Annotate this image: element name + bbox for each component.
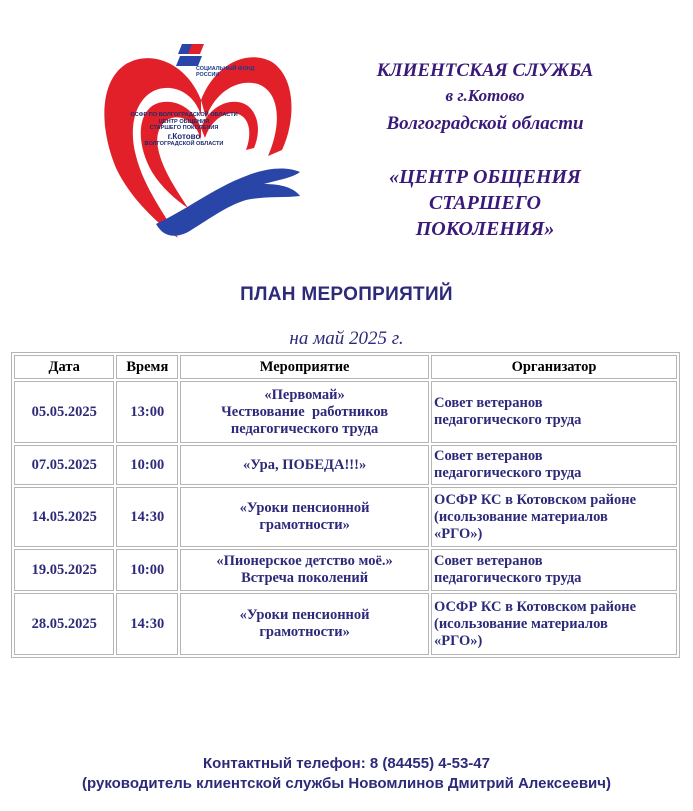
event-line: грамотности» xyxy=(259,624,350,640)
contact-phone: Контактный телефон: 8 (84455) 4-53-47 xyxy=(203,755,490,772)
event-line: «Первомай» xyxy=(264,386,345,403)
contact-info xyxy=(0,754,693,794)
organizer-line: «РГО») xyxy=(433,632,483,649)
event-organizer xyxy=(431,445,677,485)
organizer-line: Совет ветеранов xyxy=(433,553,543,569)
organizer-line: педагогического труда xyxy=(433,412,582,428)
organizer-line: (исользование материалов xyxy=(433,615,608,632)
contact-manager: (руководитель клиентской службы Новомлинов Дмитрий Алексеевич) xyxy=(82,775,611,792)
event-time: 13:00 xyxy=(116,381,178,443)
organizer-line: педагогического труда xyxy=(433,570,582,586)
logo-line: СТАРШЕГО ПОКОЛЕНИЯ xyxy=(149,125,219,132)
event-time: 10:00 xyxy=(116,549,178,591)
organizer-line: ОСФР КС в Котовском районе xyxy=(433,491,637,508)
table-header-row xyxy=(14,355,677,379)
plan-title: ПЛАН МЕРОПРИЯТИЙ xyxy=(240,284,453,305)
event-title xyxy=(180,487,429,547)
header-event: Мероприятие xyxy=(180,355,429,379)
event-title xyxy=(180,593,429,655)
event-line: «Уроки пенсионной xyxy=(239,607,370,623)
events-table xyxy=(11,352,680,658)
header-time: Время xyxy=(116,355,178,379)
organizer-line: Совет ветеранов xyxy=(433,448,543,464)
table-row xyxy=(14,487,677,547)
event-organizer xyxy=(431,549,677,591)
event-time: 14:30 xyxy=(116,487,178,547)
table-row xyxy=(14,593,677,655)
event-date: 28.05.2025 xyxy=(14,593,114,655)
event-line: Встреча поколений xyxy=(241,570,369,586)
event-line: педагогического труда xyxy=(230,420,379,437)
header-organizer: Организатор xyxy=(431,355,677,379)
event-line: «Пионерское детство моё.» xyxy=(216,553,393,569)
event-line: Чествование работников xyxy=(221,403,389,420)
event-line: «Уроки пенсионной xyxy=(239,500,370,516)
plan-subtitle: на май 2025 г. xyxy=(289,328,404,349)
event-organizer xyxy=(431,487,677,547)
center-name-line-2: СТАРШЕГО xyxy=(429,192,541,214)
organizer-line: «РГО») xyxy=(433,525,483,542)
header-date: Дата xyxy=(14,355,114,379)
header-line-2: в г.Котово xyxy=(445,86,525,105)
event-organizer xyxy=(431,593,677,655)
header-line-1: КЛИЕНТСКАЯ СЛУЖБА xyxy=(376,60,594,81)
event-date: 19.05.2025 xyxy=(14,549,114,591)
table-row xyxy=(14,549,677,591)
organizer-line: (исользование материалов xyxy=(433,508,608,525)
logo-caption xyxy=(126,112,242,147)
service-header xyxy=(330,60,640,242)
organizer-line: ОСФР КС в Котовском районе xyxy=(433,598,637,615)
table-row xyxy=(14,381,677,443)
organizer-line: Совет ветеранов xyxy=(433,395,543,411)
event-date: 14.05.2025 xyxy=(14,487,114,547)
event-organizer xyxy=(431,381,677,443)
event-title xyxy=(180,549,429,591)
logo-region: ВОЛГОГРАДСКОЙ ОБЛАСТИ xyxy=(144,140,224,147)
logo-line: ЦЕНТР ОБЩЕНИЯ xyxy=(158,118,210,125)
center-name-line-3: ПОКОЛЕНИЯ» xyxy=(415,218,555,240)
event-line: «Ура, ПОБЕДА!!!» xyxy=(242,456,367,473)
logo-line: ОСФР ПО ВОЛГОГРАДСКОЙ ОБЛАСТИ xyxy=(130,112,238,118)
center-name-line-1: «ЦЕНТР ОБЩЕНИЯ xyxy=(389,166,581,188)
event-line: грамотности» xyxy=(259,517,350,533)
organizer-line: педагогического труда xyxy=(433,465,582,481)
event-time: 14:30 xyxy=(116,593,178,655)
header-line-3: Волгоградской области xyxy=(386,113,584,134)
event-date: 05.05.2025 xyxy=(14,381,114,443)
event-date: 07.05.2025 xyxy=(14,445,114,485)
event-title xyxy=(180,381,429,443)
brand-name: СОЦИАЛЬНЫЙ ФОНД РОССИИ xyxy=(196,66,255,79)
event-title xyxy=(180,445,429,485)
event-time: 10:00 xyxy=(116,445,178,485)
table-row xyxy=(14,445,677,485)
logo-city: г.Котово xyxy=(167,131,201,141)
